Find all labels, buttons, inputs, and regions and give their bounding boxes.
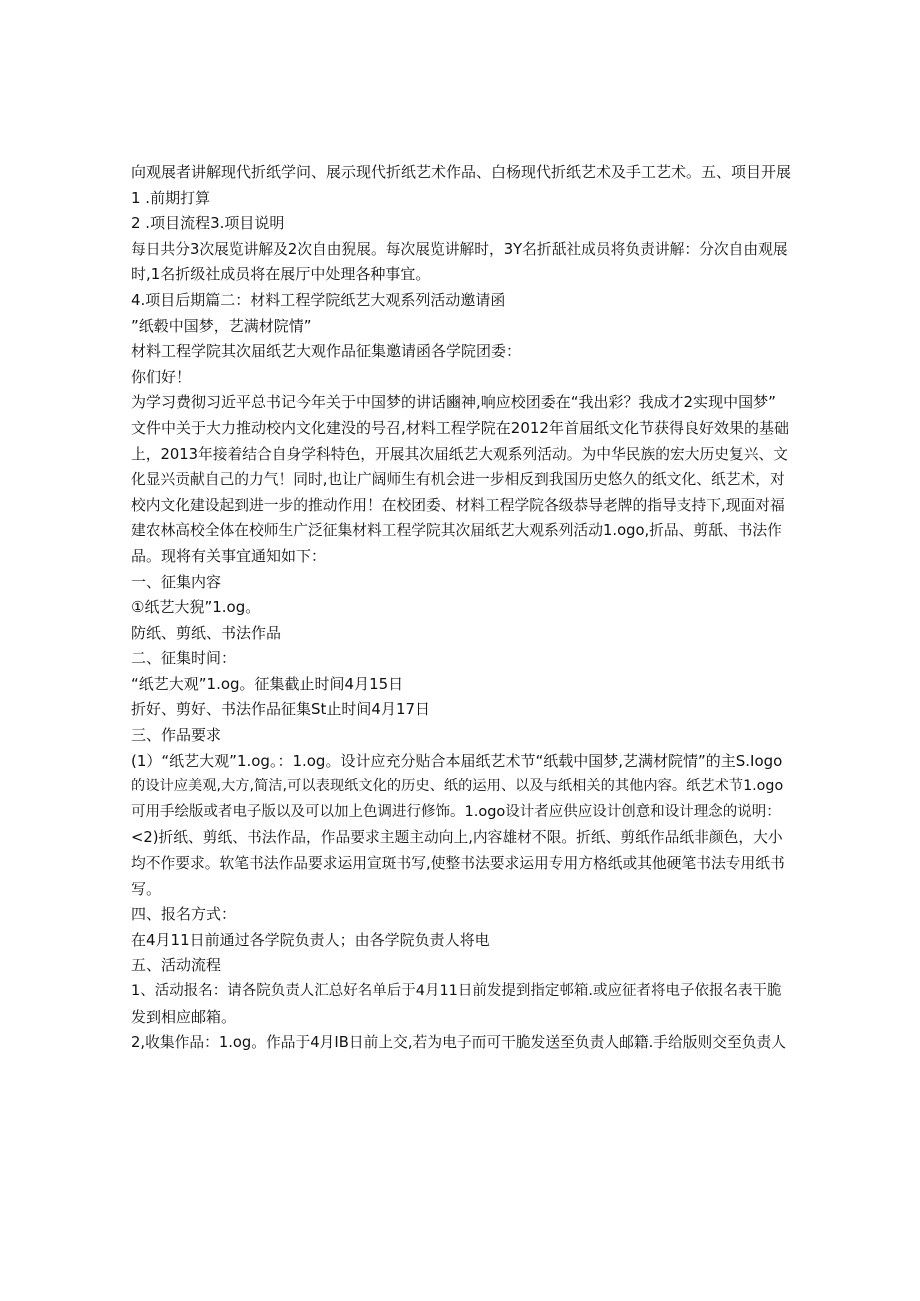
text-line: 的设计应美观,大方,简洁,可以表现纸文化的历史、纸的运用、以及与纸相关的其他内容。纸艺术节1.ogo: [131, 778, 784, 795]
section-heading: 五、活动流程: [131, 956, 222, 975]
text-line: 文件中关于大力推动校内文化建没的号召,材料工程学院在2012年首届纸文化节获得良好效果的基础: [131, 418, 789, 437]
section-heading: 一、征集内容: [131, 572, 222, 591]
text-line: 向观展者讲解现代折纸学问、展示现代折纸艺术作品、白杨现代折纸艺术及手工艺术。五、项目开展: [131, 163, 791, 181]
text-line: 你们好！: [131, 367, 192, 386]
text-line: 为学习费彻习近平总书记今年关于中国梦的讲话豳神,响应校团委在“我出彩？我成才2实现中国梦”: [131, 393, 776, 412]
text-line: 在4月11日前通过各学院负责人；由各学院负责人将电: [131, 930, 490, 949]
text-line: 2 .项目流程3.项目说明: [131, 214, 285, 233]
section-heading: 二、征集时间：: [131, 649, 237, 668]
text-line: 1 .前期打算: [131, 188, 211, 207]
text-line: “纸艺大观”1.og。征集截止时间4月15日: [131, 674, 404, 693]
text-line: 时,1名折级社成员将在展厅中处理各种事宜。: [131, 265, 431, 284]
section-heading: 三、作品要求: [131, 726, 222, 745]
text-line: 校内文化建设起到进一步的推动作用！在校团委、材料工程学院各级恭导老牌的指导支持下,现面对福: [131, 496, 785, 514]
text-line: 4.项目后期篇二：材料工程学院纸艺大观系列活动邀请函: [131, 290, 506, 309]
section-heading: 四、报名方式：: [131, 905, 237, 924]
text-line: 写。: [131, 879, 162, 898]
text-line: 防纸、剪纸、书法作品: [131, 623, 282, 642]
text-line: 品。现将有关事宜通知如下：: [131, 546, 327, 565]
text-line: 2,收集作品：1.og。作品于4月IB日前上交,若为电子而可干脆发送至负责人邮籍.手给版则交至负责人: [131, 1034, 787, 1052]
document-body: [131, 160, 791, 1056]
text-line: 可用手绘版或者电子版以及可以加上色调进行修饰。1.ogo设计者应供应设计创意和设计理念的说明：: [131, 803, 781, 820]
text-line: 上，2013年接着结合自身学科特色，开展其次届纸艺大观系列活动。为中华民族的宏大历史复兴、文: [131, 445, 789, 463]
text-line: 化显兴贡献自己的力气！同时,也让广阔师生有机会进一步相反到我国历史悠久的纸文化、纸艺术，对: [131, 471, 785, 489]
text-line: 建农林高校全体在校师生广泛征集材料工程学院其次届纸艺大观系列活动1.ogo,折品、剪舐、书法作: [131, 522, 782, 540]
text-line: ①纸艺大猊”1.og。: [131, 598, 261, 617]
text-line: <2)折纸、剪纸、书法作品，作品要求主题主动向上,内容雄材不限。折纸、剪纸作品纸非颜色，大小: [131, 829, 783, 847]
text-line: ”纸毂中国梦，艺满材院情”: [131, 316, 312, 335]
text-line: 1、活动报名：请各院负责人汇总好名单后于4月11日前发提到指定邨箱.或应征者将电子依报名表干脆: [131, 983, 782, 999]
text-line: 折好、剪好、书法作品征集St止时间4月17日: [131, 700, 431, 719]
text-line: 每日共分3次展览讲解及2次自由猊展。每次展览讲解时，3Y名折舐社成员将负责讲解：分次自由观展: [131, 240, 788, 258]
text-line: 发到相应邮箱。: [131, 1007, 237, 1026]
text-line: (1）“纸艺大观”1.og。：1.og。设计应充分贴合本届纸艺术节“纸载中国梦,艺满材院情”的主S.Iogo: [131, 751, 783, 770]
text-line: 材料工程学院其次届纸艺大观作品征集邀请函各学院团委：: [131, 342, 522, 361]
text-line: 均不作要求。软笔书法作品要求运用宣斑书写,使整书法要求运用专用方格纸或其他硬笔书法专用纸书: [131, 855, 785, 873]
